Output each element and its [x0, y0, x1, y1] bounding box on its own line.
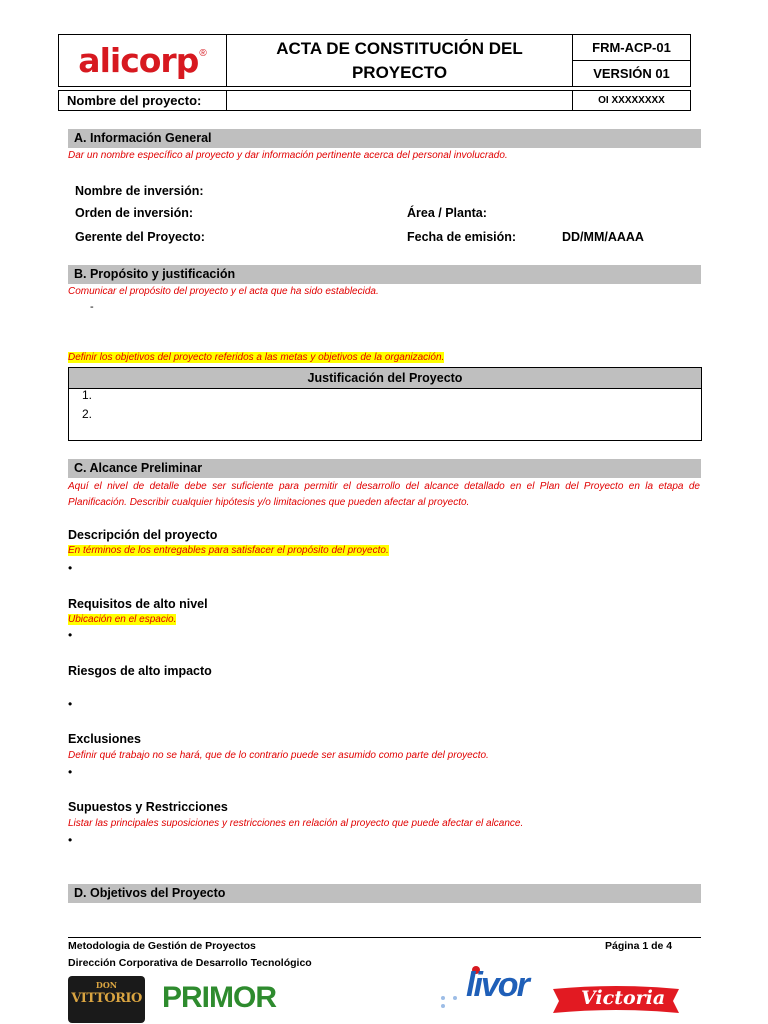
- section-d-title: D. Objetivos del Proyecto: [74, 886, 226, 900]
- section-c-title: C. Alcance Preliminar: [74, 461, 203, 475]
- section-a-header: [68, 129, 701, 148]
- alicorp-logo-text: alicorp: [78, 41, 199, 80]
- project-name-label: Nombre del proyecto:: [67, 93, 202, 108]
- project-name-label-cell: [58, 90, 227, 111]
- risks-title: Riesgos de alto impacto: [68, 664, 212, 678]
- exclusions-note: Definir qué trabajo no se hará, que de lo contrario puede ser asumido como parte del proyecto.: [68, 750, 489, 761]
- alicorp-logo: [78, 41, 207, 80]
- issue-date-value: DD/MM/AAAA: [562, 230, 644, 244]
- section-d-header: [68, 884, 701, 903]
- footer-direction: Dirección Corporativa de Desarrollo Tecnológico: [68, 957, 312, 969]
- section-c-instruction: Aquí el nivel de detalle debe ser suficiente para permitir el desarrollo del alcance detallado en el Plan del Proyecto en la etapa de Planificación. Describir cualquier hipótesis y/o limitaciones que pueden afectar al proyecto.: [68, 481, 700, 508]
- version: VERSIÓN 01: [593, 66, 670, 81]
- objectives-note: [68, 352, 444, 363]
- footer-divider: [68, 937, 701, 938]
- justification-item: 1.: [82, 388, 93, 402]
- section-a-instruction: Dar un nombre específico al proyecto y dar información pertinente acerca del personal involucrado.: [68, 150, 508, 161]
- description-note: [68, 545, 389, 556]
- assumptions-bullet: •: [68, 833, 73, 847]
- justification-header: Justificación del Proyecto: [69, 368, 701, 389]
- assumptions-note: Listar las principales suposiciones y restricciones en relación al proyecto que puede afectar el alcance.: [68, 818, 524, 829]
- primor-logo: PRIMOR: [162, 981, 276, 1014]
- form-code: FRM-ACP-01: [592, 40, 671, 55]
- version-cell: [572, 60, 691, 87]
- don-vittorio-logo: [68, 976, 145, 1023]
- requirements-note: [68, 614, 176, 625]
- project-manager-label: Gerente del Proyecto:: [75, 230, 205, 244]
- oi-code: OI XXXXXXXX: [598, 95, 665, 106]
- section-b-title: B. Propósito y justificación: [74, 267, 236, 281]
- justification-item: 2.: [82, 407, 93, 421]
- requirements-note-text: Ubicación en el espacio.: [68, 614, 177, 625]
- don-vittorio-top: DON: [95, 980, 118, 990]
- registered-mark: ®: [199, 48, 207, 59]
- section-b-dash: -: [90, 301, 94, 313]
- area-plant-label: Área / Planta:: [407, 206, 487, 220]
- oi-code-cell: [572, 90, 691, 111]
- exclusions-title: Exclusiones: [68, 732, 141, 746]
- justification-table: [68, 367, 702, 441]
- investment-name-label: Nombre de inversión:: [75, 184, 204, 198]
- issue-date-label: Fecha de emisión:: [407, 230, 517, 244]
- description-note-text: En términos de los entregables para satisfacer el propósito del proyecto.: [68, 545, 389, 556]
- section-b-header: [68, 265, 701, 284]
- victoria-text: Victoria: [581, 987, 666, 1009]
- document-title: ACTA DE CONSTITUCIÓN DEL PROYECTO: [276, 38, 523, 82]
- livor-text: livor: [466, 966, 528, 1004]
- footer-methodology: Metodologia de Gestión de Proyectos: [68, 940, 256, 952]
- description-bullet: •: [68, 561, 73, 575]
- requirements-title: Requisitos de alto nivel: [68, 597, 208, 611]
- project-name-field[interactable]: [226, 90, 573, 111]
- description-title: Descripción del proyecto: [68, 528, 218, 542]
- page-number: Página 1 de 4: [605, 940, 673, 952]
- requirements-bullet: •: [68, 628, 73, 642]
- section-c-header: [68, 459, 701, 478]
- livor-logo: [438, 962, 533, 1012]
- don-vittorio-name: VITTORIO: [71, 991, 142, 1006]
- exclusions-bullet: •: [68, 765, 73, 779]
- document-title-cell: [226, 34, 573, 87]
- section-b-instruction: Comunicar el propósito del proyecto y el acta que ha sido establecida.: [68, 286, 379, 297]
- form-code-cell: [572, 34, 691, 61]
- victoria-logo: [551, 983, 681, 1015]
- investment-order-label: Orden de inversión:: [75, 206, 194, 220]
- section-a-title: A. Información General: [74, 131, 212, 145]
- assumptions-title: Supuestos y Restricciones: [68, 800, 228, 814]
- risks-bullet: •: [68, 697, 73, 711]
- objectives-note-text: Definir los objetivos del proyecto referidos a las metas y objetivos de la organización.: [68, 352, 445, 363]
- logo-cell: [58, 34, 227, 87]
